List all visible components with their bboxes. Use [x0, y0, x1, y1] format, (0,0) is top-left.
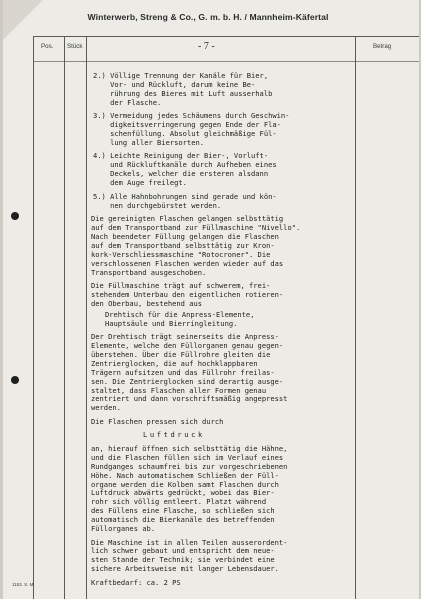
list-item: 4.) Leichte Reinigung der Bier-, Vorluft- und Rückluftkanäle durch Aufheben eines Deckels, welcher die ersteren alsdann dem Auge freilegt.	[93, 151, 277, 188]
column-header-pos: Pos.	[41, 43, 54, 50]
power-requirement: Kraftbedarf: ca. 2 PS	[91, 577, 181, 587]
header-bottom-rule	[33, 61, 419, 62]
column-header-betrag: Betrag	[373, 43, 392, 50]
column-rule-betrag	[355, 36, 356, 599]
punch-hole-top	[11, 212, 19, 220]
punch-hole-bottom	[11, 376, 19, 384]
paragraph: Die Flaschen pressen sich durch	[91, 416, 224, 426]
form-code: 1153. S. M.	[12, 582, 35, 587]
column-rule-pos	[64, 36, 65, 599]
column-rule-stueck	[86, 36, 87, 599]
paragraph: Die Füllmaschine trägt auf schwerem, frei- stehendem Unterbau den eigentlichen rotieren- den Oberbau, bestehend aus	[91, 281, 284, 308]
column-rule-left	[33, 36, 34, 599]
document-page	[3, 0, 419, 599]
paragraph: Der Drehtisch trägt seinerseits die Anpress- Elemente, welche den Füllorganen genau gegen- überstehen. Über die Füllrohre gleiten die Zentrierglocken, die auf hochklappbaren Trägern aufsitzen und das Füllrohr freilas- sen. Die Zentrierglocken sind derartig ausge- staltet, dass Flaschen aller Formen genau zentriert und dann vorschriftsmäßig angepresst werden.	[91, 332, 288, 413]
header-top-rule	[33, 36, 419, 37]
paragraph-detail: Drehtisch für die Anpress-Elemente, Hauptsäule und Bierringleitung.	[105, 309, 255, 328]
emphasis-word: Luftdruck	[143, 430, 205, 440]
paragraph: Die Maschine ist in allen Teilen ausserordent- lich schwer gebaut und entspricht dem neue- sten Stande der Technik; sie verbindet eine sichere Arbeitsweise mit langer Lebensdauer.	[91, 537, 288, 574]
list-item: 5.) Alle Hahnbohrungen sind gerade und kön- nen durchgebürstet werden.	[93, 191, 277, 210]
letterhead-company: Winterwerb, Streng & Co., G. m. b. H. / Mannheim-Käfertal	[87, 12, 329, 22]
column-header-stueck: Stück	[67, 43, 83, 50]
list-item: 3.) Vermeidung jedes Schäumens durch Geschwin- digkeitsverringerung gegen Ende der Fla- schenfüllung. Absolut gleichmäßige Fül- lung aller Biersorten.	[93, 111, 290, 147]
document-body	[91, 72, 353, 592]
paragraph: Die gereinigten Flaschen gelangen selbsttätig auf dem Transportband zur Füllmaschine "Nivello". Nach beendeter Füllung gelangen die Flaschen auf dem Transportband selbsttätig zur Kron- kork-Verschliessmaschine "Rotocroner". Die verschlossenen Flaschen werden wieder auf das Transportband ausgeschoben.	[91, 214, 301, 277]
paragraph: an, hierauf öffnen sich selbsttätig die Hähne, und die Flaschen füllen sich im Verlauf eines Rundganges schaumfrei bis zur vorgeschriebenen Höhe. Nach automatischem Schließen der Füll- organe werden die Kolben samt Flaschen durch Luftdruck abwärts gedrückt, wobei das Bier- rohr sich völlig entleert. Platzt während des Füllens eine Flasche, so schließen sich automatisch die Bierkanäle des betreffenden Füllorganes ab.	[91, 443, 288, 534]
list-item: 2.) Völlige Trennung der Kanäle für Bier, Vor- und Rückluft, darum keine Be- rührung des Bieres mit Luft ausserhalb der Flasche.	[93, 71, 273, 107]
page-number: - 7 -	[198, 41, 215, 52]
